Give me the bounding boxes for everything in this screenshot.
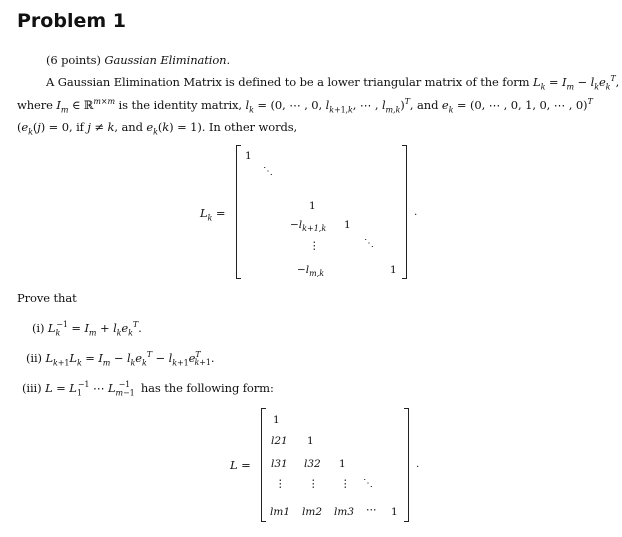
vertical-dots: ⋮ (275, 478, 286, 490)
matrix-entry: lm1 (270, 506, 290, 518)
item-ii: (ii) $L_{k+1}L_k = I_m - l_ke_k^T - l_{k+1}e^T_{k+1}$. (26, 350, 215, 368)
page-title: Problem 1 (17, 10, 126, 32)
item-i: (i) $L_k^{-1} = I_m + l_ke_k^T$. (32, 320, 142, 338)
definition-line-1: A Gaussian Elimination Matrix is defined to be a lower triangular matrix of the form $L_k = I_m - l_ke_k^T$, (46, 74, 620, 92)
period: . (416, 458, 420, 470)
matrix-entry: 1 (339, 458, 346, 470)
definition-line-3: ($e_k(j) = 0$, if j ≠ k, and $e_k(k) = 1$). In other words, (17, 120, 298, 137)
horizontal-dots: ⋯ (366, 504, 377, 516)
left-bracket (236, 145, 241, 279)
matrix-entry: lm2 (302, 506, 322, 518)
prove-heading: Prove that (17, 291, 77, 305)
matrix-entry: 1 (309, 200, 316, 212)
l-matrix-label: L = (230, 458, 251, 472)
matrix-entry: lm3 (334, 506, 354, 518)
matrix-entry: 1 (307, 435, 314, 447)
matrix-entry: 1 (273, 414, 280, 426)
problem-header (46, 53, 230, 67)
vertical-dots: ⋮ (340, 478, 351, 490)
definition-line-2: where $I_m$ ∈ ℝ$^{m\times m}$ is the identity matrix, $l_k = (0$, ⋯ , 0, $l_{k+1,k}$, ⋯ , $l_{m,k})^T$, and $e_k = (0$, ⋯ , 0, 1, 0, ⋯ , 0)$^T$ (17, 97, 593, 115)
right-bracket (404, 408, 409, 522)
topic-label: Gaussian Elimination. (104, 53, 231, 67)
vertical-dots: ⋮ (308, 478, 319, 490)
matrix-entry: 1 (391, 506, 398, 518)
lk-matrix-label: $L_k$ = (200, 206, 226, 223)
period: . (414, 206, 418, 218)
matrix-entry: 1 (390, 264, 397, 276)
points-label: (6 points) (46, 53, 101, 67)
diagonal-dots: ⋱ (263, 166, 273, 177)
matrix-entry: 1 (344, 219, 351, 231)
diagonal-dots: ⋱ (364, 238, 374, 249)
matrix-entry: l21 (271, 435, 288, 447)
matrix-entry: $-l_{m,k}$ (297, 264, 325, 279)
diagonal-dots: ⋱ (363, 478, 373, 489)
item-iii: (iii) $L = L_1^{-1}$ ⋯ $L_{m-1}^{-1}$ has the following form: (22, 380, 274, 398)
vertical-dots: ⋮ (309, 240, 320, 252)
matrix-entry: 1 (245, 150, 252, 162)
matrix-entry: $-l_{k+1,k}$ (290, 219, 327, 234)
matrix-entry: l32 (304, 458, 321, 470)
right-bracket (402, 145, 407, 279)
matrix-entry: l31 (271, 458, 288, 470)
left-bracket (261, 408, 266, 522)
